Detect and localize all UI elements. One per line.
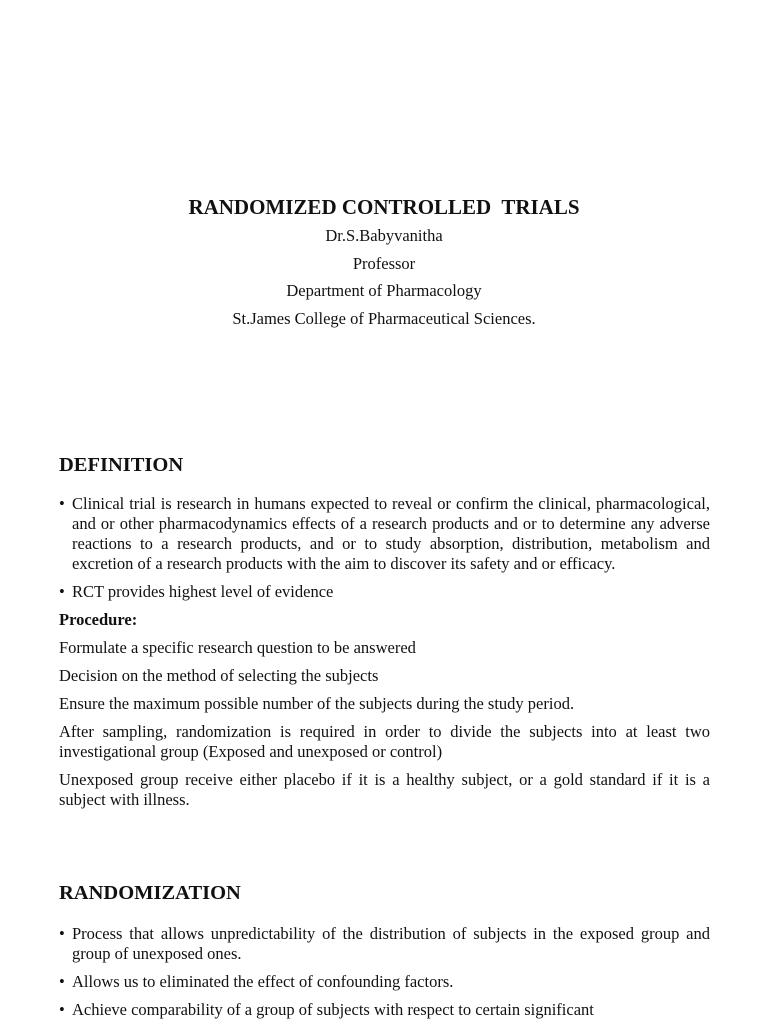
- randomization-bullet: • Allows us to eliminated the effect of confounding factors.: [59, 972, 710, 992]
- author-position: Professor: [352, 253, 416, 273]
- definition-bullet: • RCT provides highest level of evidence: [59, 582, 710, 602]
- procedure-step: Unexposed group receive either placebo if it is a healthy subject, or a gold standard if it is a subject with illness.: [59, 770, 710, 809]
- randomization-heading: RANDOMIZATION: [59, 882, 241, 904]
- author-name: Dr.S.Babyvanitha: [325, 226, 443, 245]
- randomization-bullet-list: [59, 924, 710, 1020]
- definition-heading: DEFINITION: [59, 454, 184, 476]
- definition-bullet-list: [59, 494, 710, 602]
- procedure-step: Ensure the maximum possible number of the subjects during the study period.: [59, 694, 575, 713]
- document-title: RANDOMIZED CONTROLLED TRIALS: [188, 195, 580, 219]
- definition-bullet: • Clinical trial is research in humans expected to reveal or confirm the clinical, pharmacological, and or other pharmacodynamics effects of a research products and or to determine any adverse reactions to a research products, and or to study absorption, distribution, metabolism and excretion of a research products with the aim to discover its safety and or efficacy.: [59, 494, 710, 574]
- randomization-bullet: • Achieve comparability of a group of subjects with respect to certain significant: [59, 1000, 710, 1020]
- randomization-bullet: • Process that allows unpredictability of the distribution of subjects in the exposed group and group of unexposed ones.: [59, 924, 710, 964]
- procedure-step: Formulate a specific research question to be answered: [59, 638, 416, 657]
- procedure-label: Procedure:: [59, 610, 138, 629]
- definition-section: [59, 452, 710, 818]
- title-block: [0, 194, 768, 336]
- author-department: Department of Pharmacology: [286, 281, 482, 300]
- randomization-section: [59, 880, 710, 1028]
- author-college: St.James College of Pharmaceutical Sciences.: [232, 308, 536, 328]
- procedure-step: Decision on the method of selecting the subjects: [59, 666, 379, 685]
- procedure-step: After sampling, randomization is required in order to divide the subjects into at least two investigational group (Exposed and unexposed or control): [59, 722, 710, 761]
